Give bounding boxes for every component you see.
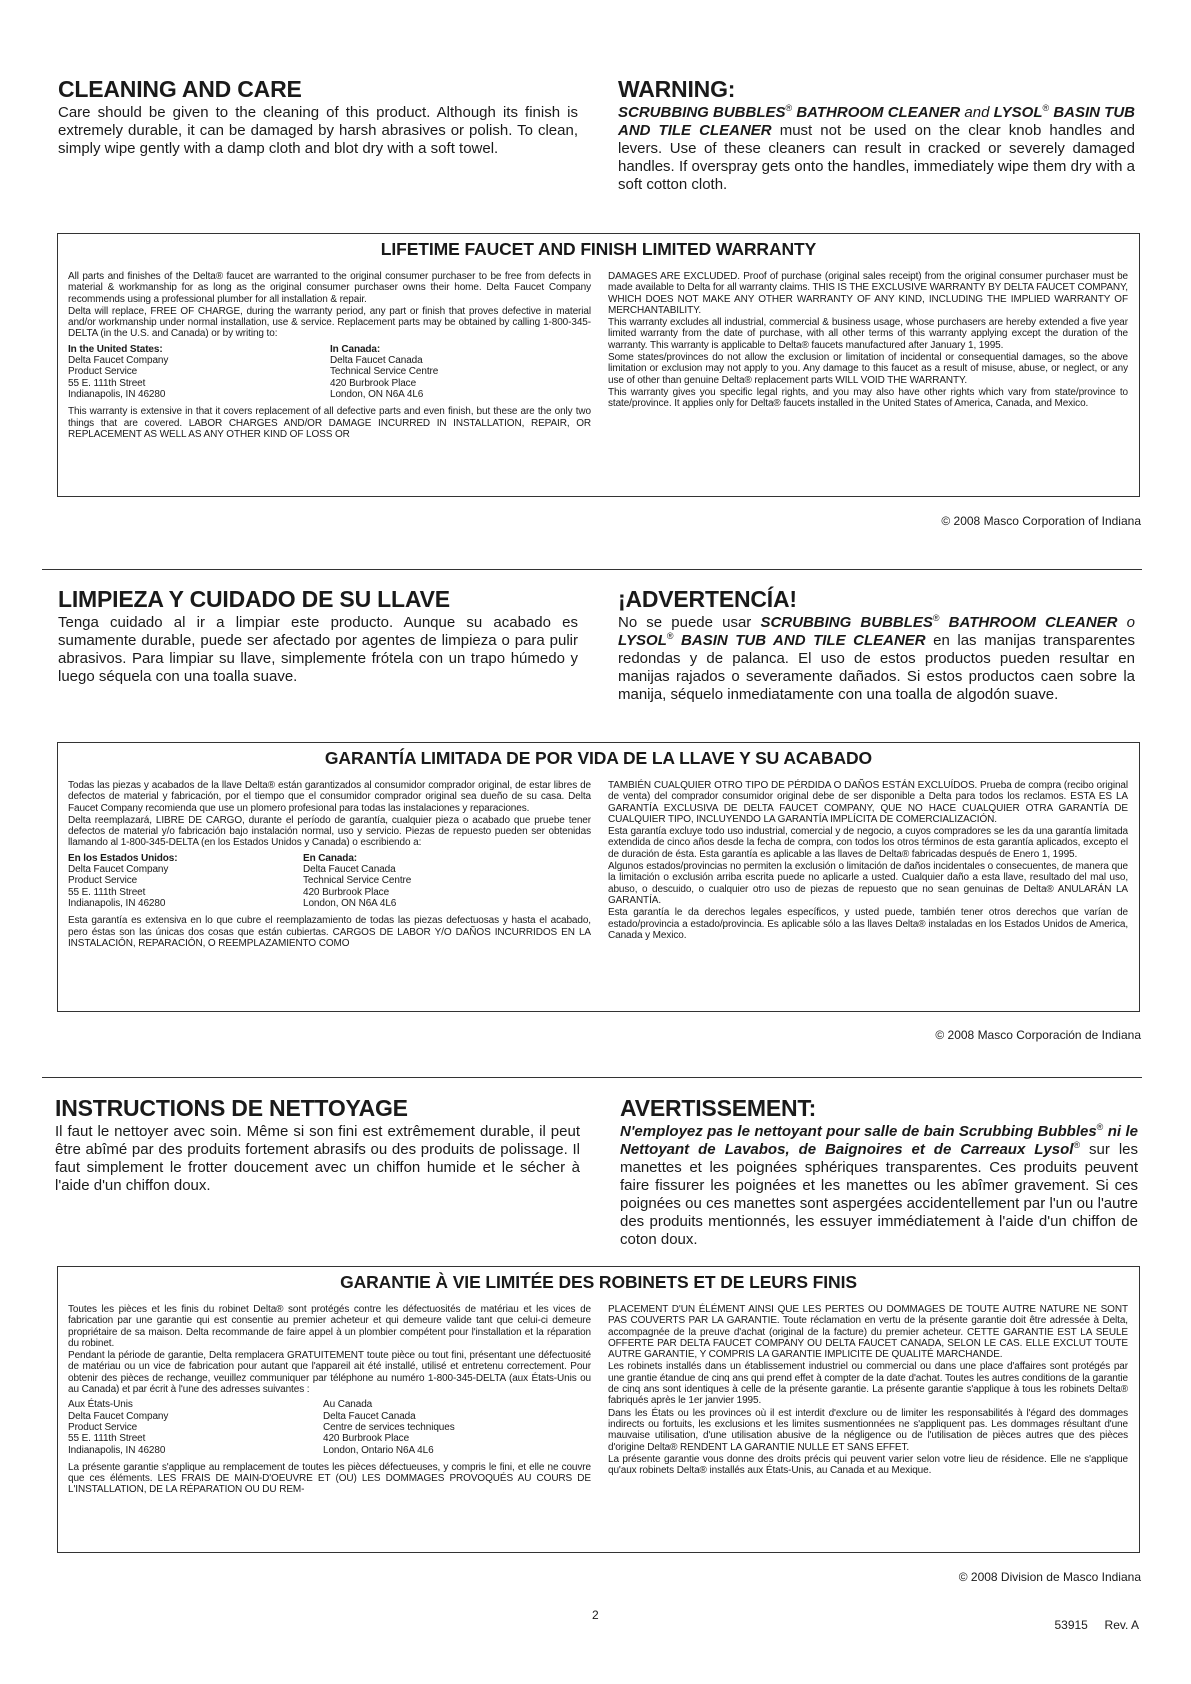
es-cleaning-section xyxy=(58,586,578,686)
es-warning-rest: en las manijas transparentes redondas y de palanca. El uso de estos productos pueden resultar en manijas rajados o severamente dañados. Si estos productos caen sobre la manija, séquelo inmediatamente con una toalla de algodón suave. xyxy=(618,632,1136,703)
fr-warning-product-2: ni le Nettoyant de Lavabos, de Baignoires et de Carreaux Lysol xyxy=(620,1123,1138,1158)
es-warranty-title: GARANTÍA LIMITADA DE POR VIDA DE LA LLAVE Y SU ACABADO xyxy=(324,748,873,768)
es-warning-product-2: LYSOL xyxy=(618,632,667,649)
es-warning-pre: No se puede usar xyxy=(618,614,761,631)
address-line: Delta Faucet Company xyxy=(68,355,169,367)
registered-mark: ® xyxy=(1073,1140,1081,1150)
registered-mark: ® xyxy=(785,103,793,113)
en-cleaning-text: Care should be given to the cleaning of this product. Although its finish is extremely durable, it can be damaged by harsh abrasives or polish. To clean, simply wipe gently with a damp cloth and blot dry with a soft towel. xyxy=(58,104,578,157)
fr-warning-title: AVERTISSEMENT: xyxy=(620,1095,817,1121)
fr-warning-rest: sur les manettes et les poignées sphériques transparentes. Ces produits peuvent faire fissurer les poignées et les manettes ou les abîmer gravement. Si ces poignées ou ces manettes sont aspergées accidentellement par l'un ou l'autre des produits mentionnés, les essuyer immédiatement à l'aide d'un chiffon de coton doux. xyxy=(620,1141,1139,1248)
address-line: London, ON N6A 4L6 xyxy=(303,897,397,909)
en-warning-product-2: LYSOL xyxy=(993,104,1043,121)
address-line: London, Ontario N6A 4L6 xyxy=(323,1444,434,1456)
en-warning-and: and xyxy=(960,104,994,121)
en-warning-title: WARNING: xyxy=(618,76,736,102)
es-warranty-right-column xyxy=(608,780,1128,942)
en-warranty-p5: This warranty excludes all industrial, commercial & business usage, whose purchasers are hereby extended a five year limited warranty from the date of purchase, with all other terms of this warranty applying except the duration of the warranty. This warranty is applicable to Delta® faucets manufactured after January 1, 1995. xyxy=(608,317,1128,351)
address-line: Delta Faucet Company xyxy=(68,864,169,876)
section-divider xyxy=(42,569,1142,570)
fr-warranty-p2: Pendant la période de garantie, Delta remplacera GRATUITEMENT toute pièce ou tout fini, présentant une défectuosité de matériau ou un vice de fabrication pour autant que l'appareil ait été installé, utilisé et entretenu correctement. Pour obtenir des pièces de rechange, veuillez communiquer par téléphone au numéro 1-800-345-DELTA (aux États-Unis ou au Canada) et par écrit à l'une des adresses suivantes : xyxy=(68,1350,591,1396)
address-line: 420 Burbrook Place xyxy=(303,886,390,898)
es-address-us xyxy=(68,853,303,909)
fr-warning-text xyxy=(620,1123,1138,1249)
fr-warranty-p6: Dans les États ou les provinces où il est interdit d'exclure ou de limiter les responsabilités à l'égard des dommages indirects ou fortuits, les exclusions et les limites susmentionnées ne s'appliquent pas. Les dommages résultant d'une mauvaise utilisation, d'une utilisation abusive de la négligence ou de l'utilisation de pièces autres que des pièces d'origine Delta® RENDENT LA GARANTIE NULLE ET SANS EFFET. xyxy=(608,1407,1128,1453)
en-copyright: © 2008 Masco Corporation of Indiana xyxy=(941,514,1141,528)
en-warranty-p7: This warranty gives you specific legal rights, and you may also have other rights which vary from state/province to state/province. It applies only for Delta® faucets installed in the United States of America, Canada, and Mexico. xyxy=(608,386,1128,410)
en-warranty-right-column xyxy=(608,271,1128,411)
en-warranty-p4: DAMAGES ARE EXCLUDED. Proof of purchase (original sales receipt) from the original consumer purchaser must be made available to Delta for all warranty claims. THIS IS THE EXCLUSIVE WARRANTY BY DELTA FAUCET COMPANY, WHICH DOES NOT MAKE ANY OTHER WARRANTY OF ANY KIND, INCLUDING THE IMPLIED WARRANTY OF MERCHANTABILITY. xyxy=(608,271,1128,316)
en-warranty-p3: This warranty is extensive in that it covers replacement of all defective parts and even finish, but these are the only two things that are covered. LABOR CHARGES AND/OR DAMAGE INCURRED IN INSTALLATION, REPAIR, OR REPLACEMENT AS WELL AS ANY OTHER KIND OF LOSS OR xyxy=(68,406,591,440)
fr-warranty-left-column xyxy=(68,1304,591,1497)
fr-warning-product-1: N'employez pas le nettoyant pour salle de bain Scrubbing Bubbles xyxy=(620,1123,1097,1140)
address-line: 420 Burbrook Place xyxy=(323,1433,410,1445)
fr-address-us xyxy=(68,1399,323,1455)
address-line: 420 Burbrook Place xyxy=(330,377,417,389)
address-line: Product Service xyxy=(68,366,138,378)
fr-copyright: © 2008 Division de Masco Indiana xyxy=(958,1570,1141,1584)
en-warranty-left-column xyxy=(68,271,591,441)
address-line: Product Service xyxy=(68,875,138,887)
en-address-ca xyxy=(330,344,438,400)
fr-warning-section xyxy=(620,1095,1138,1249)
es-warranty-p3: Esta garantía es extensiva en lo que cubre el reemplazamiento de todas las piezas defectuosas y hasta el acabado, pero éstas son las únicas dos cosas que están cubiertas. CARGOS DE LABOR Y/O DAÑOS INCURRIDOS EN LA INSTALACIÓN, REPARACIÓN, O REEMPLAZAMIENTO COMO xyxy=(68,915,591,949)
fr-warranty-p1: Toutes les pièces et les finis du robinet Delta® sont protégés contre les défectuosités de matériau et les vices de fabrication par une garantie qui est consentie au premier acheteur et qui demeure valide tant que celui-ci demeure propriétaire de sa maison. Delta recommande de faire appel à un plombier compétent pour l'installation et la réparation du robinet. xyxy=(68,1304,591,1349)
en-address-us xyxy=(68,344,330,400)
es-warning-text xyxy=(618,614,1135,704)
address-line: Indianapolis, IN 46280 xyxy=(68,1444,166,1456)
en-addresses xyxy=(68,344,591,400)
fr-warranty-title: GARANTIE À VIE LIMITÉE DES ROBINETS ET DE LEURS FINIS xyxy=(340,1272,857,1292)
fr-cleaning-section xyxy=(55,1095,580,1195)
page-number: 2 xyxy=(592,1608,599,1622)
es-cleaning-title: LIMPIEZA Y CUIDADO DE SU LLAVE xyxy=(58,586,450,612)
address-line: Delta Faucet Company xyxy=(68,1410,169,1422)
es-warning-title: ¡ADVERTENCÍA! xyxy=(618,586,797,612)
es-warranty-left-column xyxy=(68,780,591,950)
es-warning-product-1b: BATHROOM CLEANER xyxy=(939,614,1118,631)
es-warning-product-1: SCRUBBING BUBBLES xyxy=(760,614,933,631)
es-warranty-p5: Esta garantía excluye todo uso industrial, comercial y de negocio, a cuyos compradores se les da una garantía limitada extendida de cinco años desde la fecha de compra, con todos los otros términos de esta garantía aplicados, excepto el de duración de ésta. Esta garantía es aplicable a las llaves de Delta® fabricadas después de Enero 1, 1995. xyxy=(608,826,1128,860)
registered-mark: ® xyxy=(932,613,940,623)
es-address-ca xyxy=(303,853,411,909)
en-warning-product-1: SCRUBBING BUBBLES xyxy=(618,104,786,121)
registered-mark: ® xyxy=(666,631,674,641)
address-line: Technical Service Centre xyxy=(330,366,439,378)
revision: Rev. A xyxy=(1104,1618,1139,1632)
address-line: London, ON N6A 4L6 xyxy=(330,388,424,400)
address-line: Delta Faucet Canada xyxy=(303,864,396,876)
address-line: Delta Faucet Canada xyxy=(330,355,423,367)
en-cleaning-section xyxy=(58,76,578,158)
address-heading: Au Canada xyxy=(323,1399,373,1411)
en-warranty-p2: Delta will replace, FREE OF CHARGE, during the warranty period, any part or finish that proves defective in material and/or workmanship under normal installation, use & service. Replacement parts may be obtained by calling 1-800-345-DELTA (in the U.S. and Canada) or by writing to: xyxy=(68,305,591,340)
es-warning-section xyxy=(618,586,1135,704)
es-warranty-box xyxy=(57,742,1140,1012)
address-heading: In the United States: xyxy=(68,343,163,355)
address-heading: Aux États-Unis xyxy=(68,1399,133,1411)
fr-cleaning-title: INSTRUCTIONS DE NETTOYAGE xyxy=(55,1095,408,1121)
doc-number-value: 53915 xyxy=(1054,1618,1088,1632)
es-warning-or: o xyxy=(1117,614,1136,631)
address-line: Product Service xyxy=(68,1421,138,1433)
en-cleaning-title: CLEANING AND CARE xyxy=(58,76,302,102)
doc-number xyxy=(1054,1618,1139,1632)
en-warning-rest: must not be used on the clear knob handles and levers. Use of these cleaners can result in cracked or severely damaged handles. If overspray gets onto the handles, immediately wipe them dry with a soft cotton cloth. xyxy=(618,122,1136,193)
registered-mark: ® xyxy=(1096,1122,1104,1132)
address-line: Indianapolis, IN 46280 xyxy=(68,388,166,400)
address-line: Centre de services techniques xyxy=(323,1421,455,1433)
es-addresses xyxy=(68,853,591,909)
address-heading: En los Estados Unidos: xyxy=(68,852,178,864)
en-warranty-p1: All parts and finishes of the Delta® faucet are warranted to the original consumer purchaser to be free from defects in material & workmanship for as long as the original consumer purchaser owns their home. Delta Faucet Company recommends using a professional plumber for all installation & repair. xyxy=(68,271,591,305)
en-warning-text xyxy=(618,104,1135,194)
es-warranty-p7: Esta garantía le da derechos legales específicos, y usted puede, también tener otros derechos que varían de estado/provincia a estado/provincia. Es aplicable sólo a las llaves Delta® instaladas en los Estados Unidos de America, Canada y Mexico. xyxy=(608,907,1128,941)
en-warning-product-2b: BASIN TUB AND TILE CLEANER xyxy=(618,104,1135,139)
es-warranty-p1: Todas las piezas y acabados de la llave Delta® están garantizados al consumidor comprador original, de estar libres de defectos de material y fabricación, por el tiempo que el consumidor comprador original sea dueño de su casa. Delta Faucet Company recomienda que use un plomero profesional para todas las instalaciones y reparaciones. xyxy=(68,780,591,814)
fr-cleaning-text: Il faut le nettoyer avec soin. Même si son fini est extrêmement durable, il peut être abîmé par des produits fortement abrasifs ou des produits de polissage. Il faut simplement le frotter doucement avec un chiffon humide et le sécher à l'aide d'un chiffon doux. xyxy=(55,1123,580,1194)
fr-warranty-p4: PLACEMENT D'UN ÉLÉMENT AINSI QUE LES PERTES OU DOMMAGES DE TOUTE AUTRE NATURE NE SONT PAS COUVERTS PAR LA GARANTIE. Toute réclamation en vertu de la présente garantie doit être adressée à Delta, accompagnée de la preuve d'achat (original de la facture) du premier acheteur. CETTE GARANTIE EST LA SEULE OFFERTE PAR DELTA FAUCET COMPANY OU DELTA FAUCET CANADA, SELON LE CAS. ELLE EXCLUT TOUTE AUTRE GARANTIE, Y COMPRIS LA GARANTIE IMPLICITE DE QUALITÉ MARCHANDE. xyxy=(608,1304,1128,1361)
fr-warranty-p3: La présente garantie s'applique au remplacement de toutes les pièces défectueuses, y compris le fini, et elle ne couvre que ces éléments. LES FRAIS DE MAIN-D'OEUVRE ET (OU) LES DOMMAGES PROVOQUÉS AU COURS DE L'INSTALLATION, DE LA RÉPARATION OU DU REM- xyxy=(68,1461,591,1496)
address-line: Technical Service Centre xyxy=(303,875,412,887)
en-warning-product-1b: BATHROOM CLEANER xyxy=(792,104,961,121)
es-warranty-p4: TAMBIÉN CUALQUIER OTRO TIPO DE PÉRDIDA O DAÑOS ESTÁN EXCLUÍDOS. Prueba de compra (recibo original de venta) del comprador consumidor original debe de ser disponible a Delta para todos los reclamos. ESTA ES LA GARANTÍA EXCLUSIVA DE DELTA FAUCET COMPANY, QUE NO HACE CUALQUIER OTRA GARANTÍA DE CUALQUIER TIPO, INCLUYENDO LA GARANTÍA IMPLÍCITA DE COMERCIALIZACIÓN. xyxy=(608,780,1128,825)
fr-address-ca xyxy=(323,1399,455,1455)
fr-warranty-p7: La présente garantie vous donne des droits précis qui peuvent varier selon votre lieu de résidence. Elle ne s'applique qu'aux robinets Delta® installés aux États-Unis, au Canada et au Mexique. xyxy=(608,1453,1128,1477)
address-line: Indianapolis, IN 46280 xyxy=(68,897,166,909)
en-warranty-title: LIFETIME FAUCET AND FINISH LIMITED WARRANTY xyxy=(380,239,817,259)
address-line: 55 E. 111th Street xyxy=(68,886,146,898)
address-heading: En Canada: xyxy=(303,852,358,864)
address-line: Delta Faucet Canada xyxy=(323,1410,416,1422)
es-cleaning-text: Tenga cuidado al ir a limpiar este producto. Aunque su acabado es sumamente durable, puede ser afectado por agentes de limpieza o para pulir abrasivos. Para limpiar su llave, simplemente frótela con un trapo húmedo y luego séquela con una toalla suave. xyxy=(58,614,578,685)
fr-warranty-box xyxy=(57,1266,1140,1553)
fr-warranty-right-column xyxy=(608,1304,1128,1477)
fr-addresses xyxy=(68,1399,591,1455)
es-warranty-p2: Delta reemplazará, LIBRE DE CARGO, durante el período de garantía, cualquier pieza o acabado que pruebe tener defectos de material y/o fabricación bajo instalación normal, uso y servicio. Piezas de repuesto pueden ser obtenidas llamando al 1-800-345-DELTA (en los Estados Unidos y Canada) o escribiendo a: xyxy=(68,814,591,849)
en-warranty-box xyxy=(57,233,1140,497)
es-copyright: © 2008 Masco Corporación de Indiana xyxy=(935,1028,1141,1042)
registered-mark: ® xyxy=(1042,103,1050,113)
en-warning-section xyxy=(618,76,1135,194)
address-heading: In Canada: xyxy=(330,343,381,355)
address-line: 55 E. 111th Street xyxy=(68,1433,146,1445)
en-warranty-p6: Some states/provinces do not allow the exclusion or limitation of incidental or consequential damages, so the above limitation or exclusion may not apply to you. Any damage to this faucet as a result of misuse, abuse, or neglect, or any use of other than genuine Delta® replacement parts WILL VOID THE WARRANTY. xyxy=(608,352,1128,386)
fr-warranty-p5: Les robinets installés dans un établissement industriel ou commercial ou dans une place d'affaires sont protégés par une grantie étandue de cinq ans qui prend effet à compter de la date d'achat. Toutes les autres conditions de la garantie de cinq ans sont identiques à celle de la présente garantie. La présente garantie s'applique à tous les robinets Delta® fabriqués après le 1er janvier 1995. xyxy=(608,1361,1128,1407)
es-warning-product-2b: BASIN TUB AND TILE CLEANER xyxy=(673,632,926,649)
section-divider xyxy=(42,1077,1142,1078)
es-warranty-p6: Algunos estados/provincias no permiten la exclusión o limitación de daños incidentales o consecuentes, de manera que la limitación o exclusión arriba escrita puede no aplicarle a usted. Cualquier daño a esta llave, resultado del mal uso, abuso, o descuido, o cualquier otro uso de piezas de repuesto que no sean genuinas de Delta® ANULARÁN LA GARANTÍA. xyxy=(608,861,1128,906)
address-line: 55 E. 111th Street xyxy=(68,377,146,389)
